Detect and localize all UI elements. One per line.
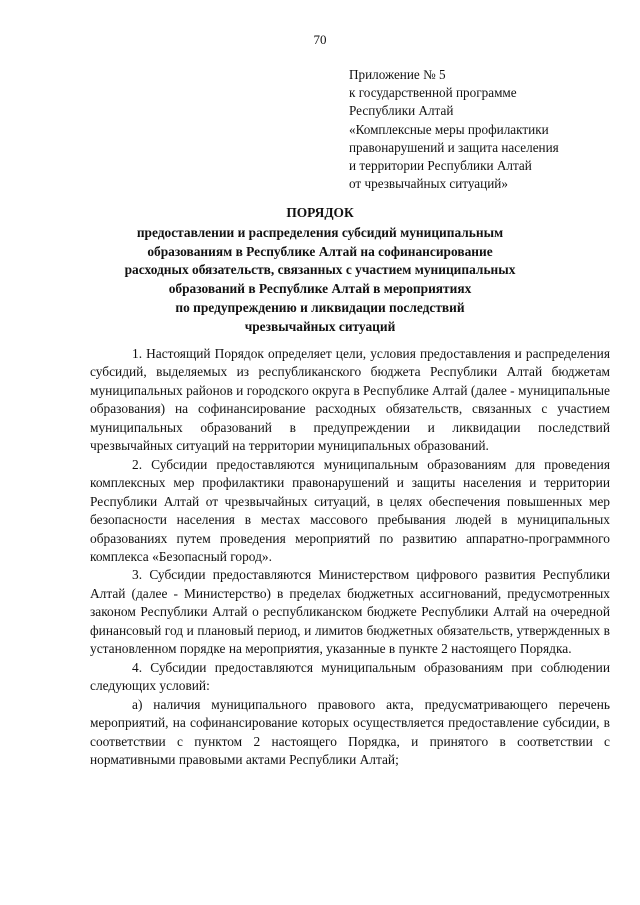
paragraph-4a: а) наличия муниципального правового акта, предусматривающего перечень мероприятий, на софинансирование которых осуществляется предоставление субсидии, в соответствии с пунктом 2 настоящего Порядка, и принятого в соответствии с нормативными правовыми актами Республики Алтай; <box>90 696 610 767</box>
appendix-line: к государственной программе <box>349 85 517 101</box>
subtitle-line: предоставлении и распределения субсидий муниципальным <box>136 225 504 240</box>
subtitle-line: расходных обязательств, связанных с участием муниципальных <box>124 262 516 278</box>
paragraph-2: 2. Субсидии предоставляются муниципальным образованиям для проведения комплексных мер профилактики правонарушений и защиты населения и территории Республики Алтай от чрезвычайных ситуаций, в целях обеспечения повышенных мер безопасности населения в местах массового пребывания людей в муниципальных образованиях путем проведения мероприятий по развитию аппаратно-программного комплекса «Безопасный город». <box>90 456 610 564</box>
appendix-line: Приложение № 5 <box>349 67 446 82</box>
appendix-line: и территории Республики Алтай <box>349 158 532 174</box>
appendix-line: «Комплексные меры профилактики <box>349 121 549 137</box>
document-body <box>90 345 610 769</box>
document-title: ПОРЯДОК <box>286 205 354 220</box>
appendix-line: правонарушений и защита населения <box>349 139 559 155</box>
subtitle-line: образованиям в Республике Алтай на софинансирование <box>147 243 493 259</box>
document-subtitle <box>60 224 580 336</box>
appendix-line: Республики Алтай <box>349 103 454 119</box>
appendix-line: от чрезвычайных ситуаций» <box>349 176 508 192</box>
paragraph-4: 4. Субсидии предоставляются муниципальным образованиям при соблюдении следующих условий: <box>90 659 610 694</box>
paragraph-1: 1. Настоящий Порядок определяет цели, условия предоставления и распределения субсидий, выделяемых из республиканского бюджета Республики Алтай бюджетам муниципальных районов и городского округа в Республике Алтай (далее - муниципальные образования) на софинансирование расходных обязательств, связанных с участием муниципальных образований в предупреждении и ликвидации последствий чрезвычайных ситуаций на территории муниципальных образований. <box>90 346 610 454</box>
paragraph-3: 3. Субсидии предоставляются Министерством цифрового развития Республики Алтай (далее - Министерство) в пределах бюджетных ассигнований, предусмотренных законом Республики Алтай о республиканском бюджете Республики Алтай на очередной финансовый год и плановый период, и лимитов бюджетных обязательств, утвержденных в установленном порядке на мероприятия, указанные в пункте 2 настоящего Порядка. <box>90 567 610 657</box>
subtitle-line: по предупреждению и ликвидации последствий <box>175 299 465 315</box>
page-number: 70 <box>313 32 327 47</box>
subtitle-line: чрезвычайных ситуаций <box>244 318 396 334</box>
appendix-block <box>349 66 619 193</box>
subtitle-line: образований в Республике Алтай в мероприятиях <box>168 281 472 297</box>
